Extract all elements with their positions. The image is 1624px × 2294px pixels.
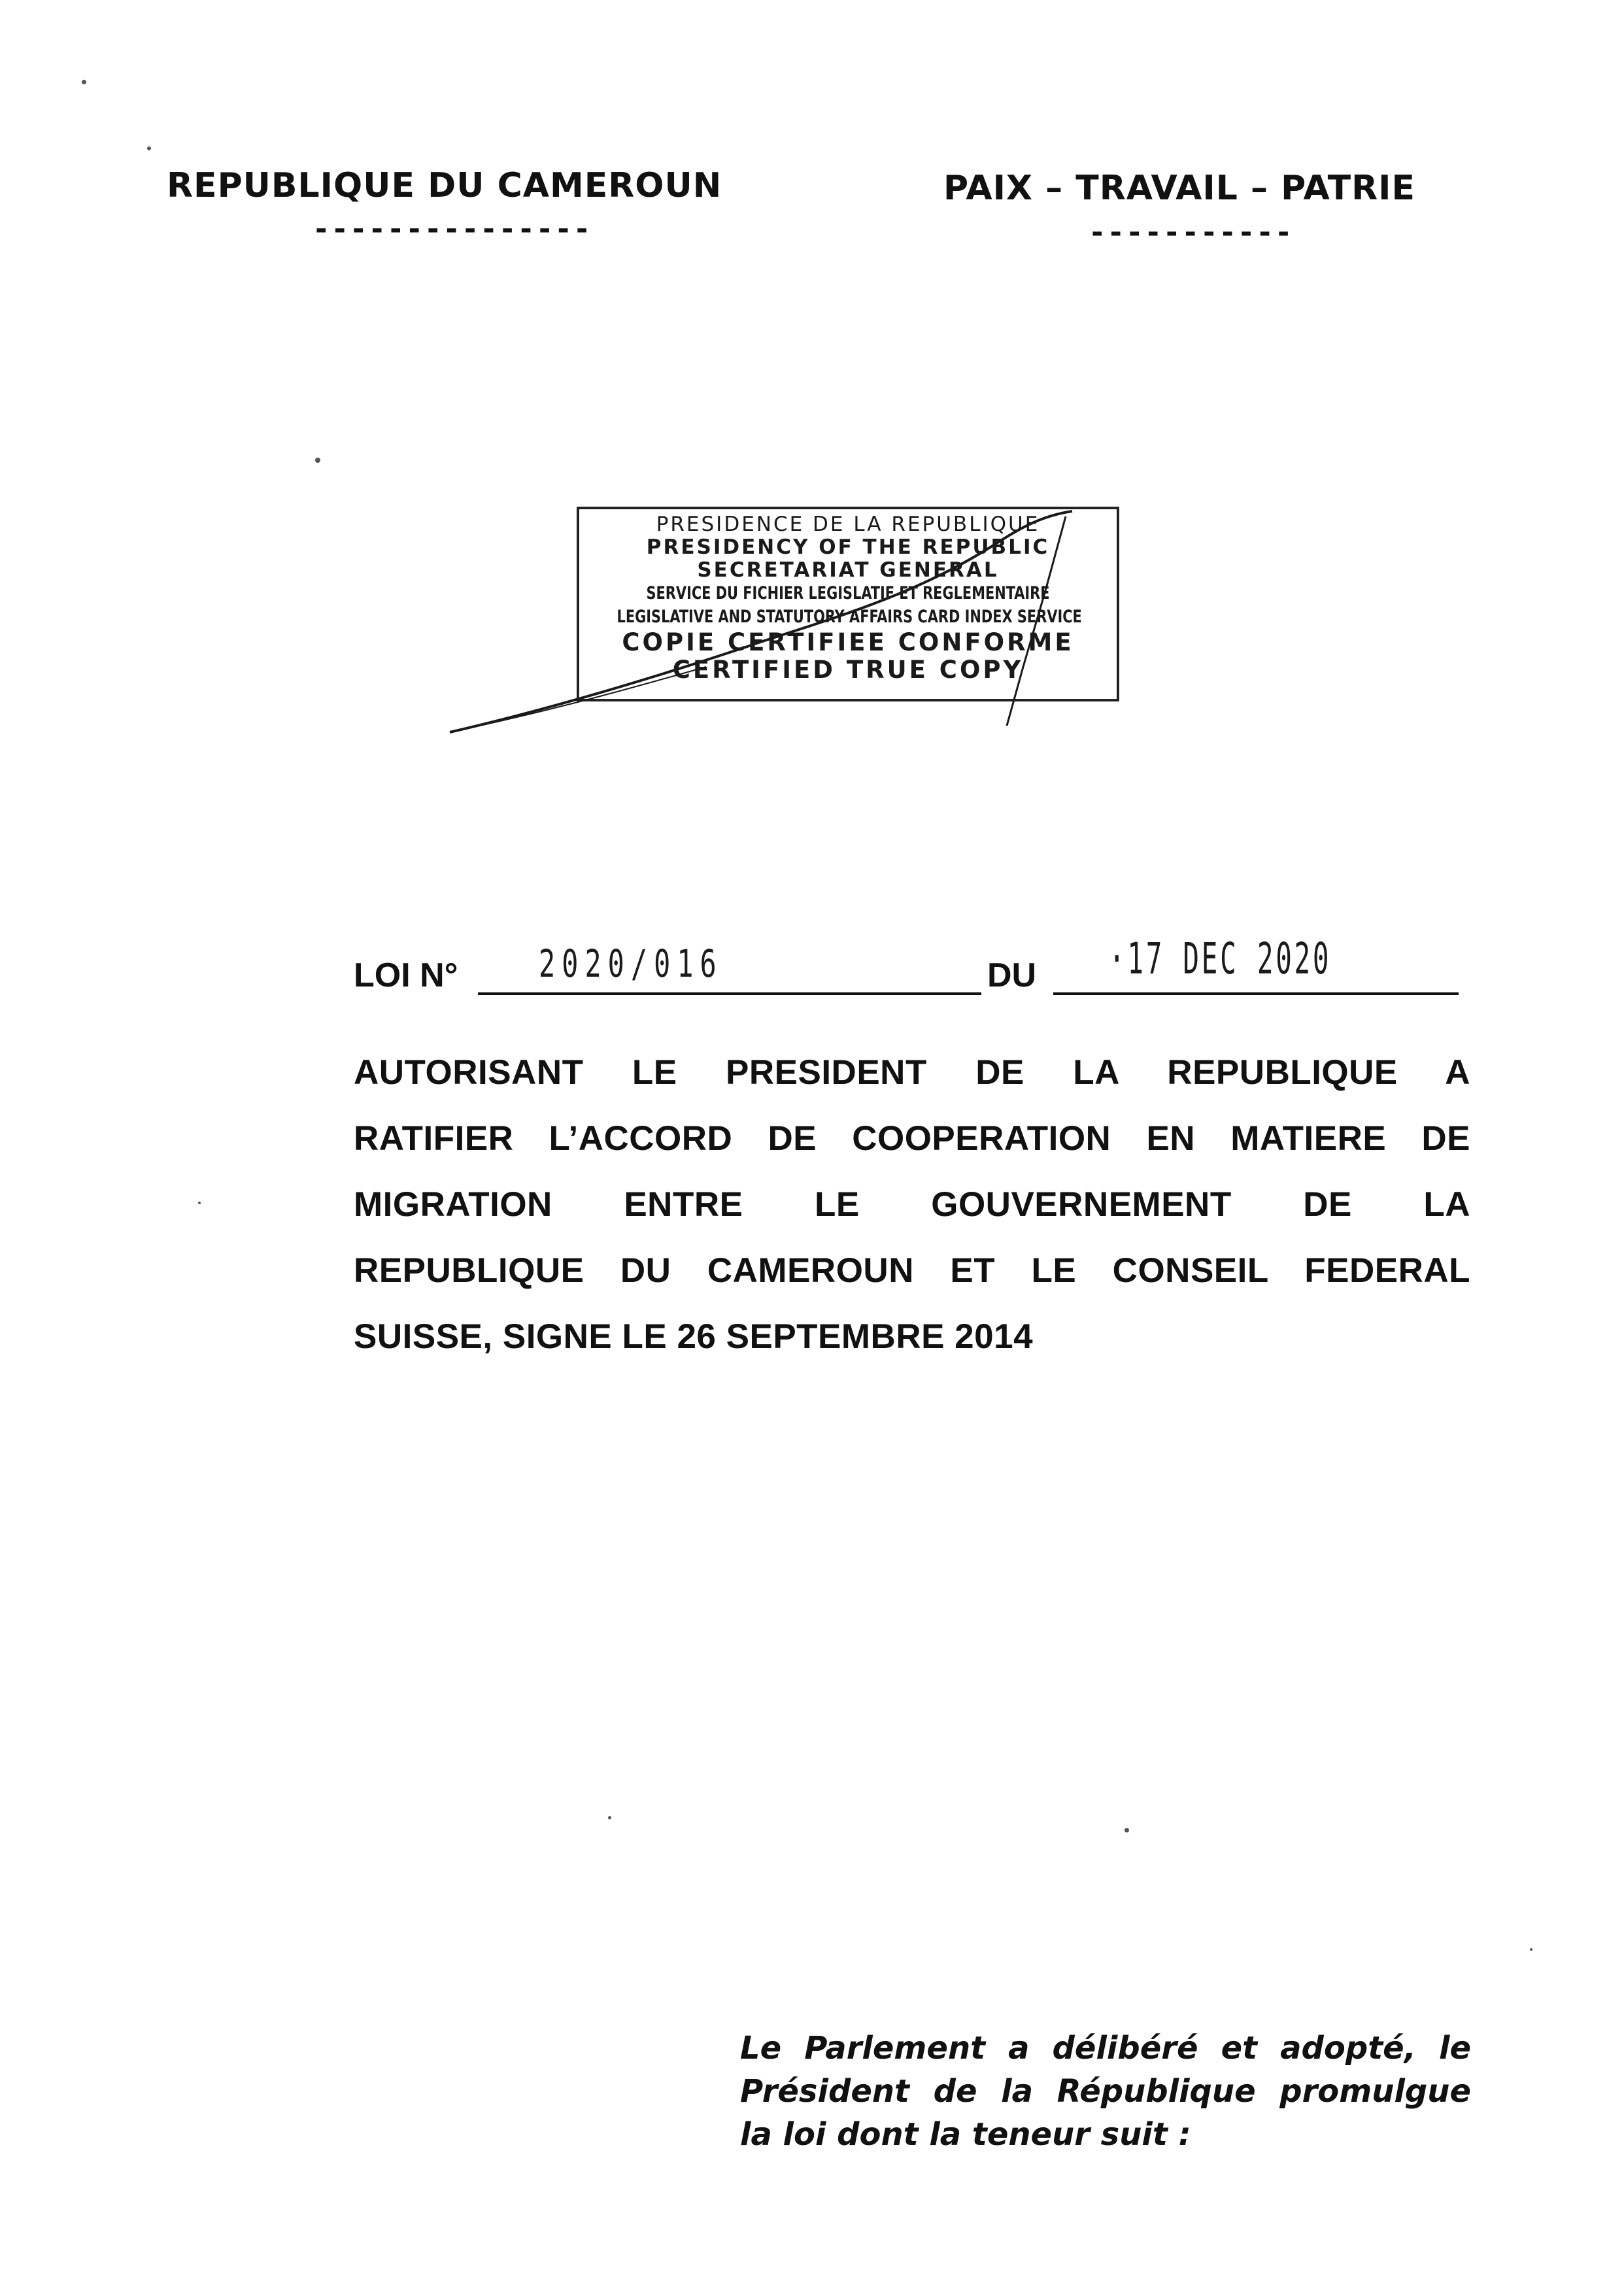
stamp-line-service-en: LEGISLATIVE AND STATUTORY AFFAIRS CARD INDEX SERVICE <box>617 607 1082 627</box>
scan-speck <box>1530 1948 1532 1951</box>
stamp-line-secretariat: SECRETARIAT GENERAL <box>697 558 999 582</box>
preamble-line: Président de la République promulgue <box>740 2073 1471 2110</box>
preamble-line: la loi dont la teneur suit : <box>740 2116 1191 2153</box>
header-country-name: REPUBLIQUE DU CAMEROUN <box>167 166 722 205</box>
scan-speck <box>198 1202 201 1204</box>
law-title-line: AUTORISANT LE PRESIDENT DE LA REPUBLIQUE A <box>354 1053 1470 1092</box>
law-number-label: LOI N° <box>354 956 458 994</box>
scan-speck <box>82 80 86 84</box>
header-right-separator: ----------- <box>1089 216 1294 249</box>
law-date-underline <box>1053 992 1459 995</box>
law-date-label: DU <box>987 956 1037 994</box>
stamp-line-copie-conforme: COPIE CERTIFIEE CONFORME <box>622 628 1074 656</box>
law-date-value: ·17 DEC 2020 <box>1109 934 1332 984</box>
scan-speck <box>608 1816 611 1819</box>
law-title-line: REPUBLIQUE DU CAMEROUN ET LE CONSEIL FEDERAL <box>354 1251 1470 1290</box>
stamp-line-certified-copy: CERTIFIED TRUE COPY <box>672 656 1024 684</box>
header-left-separator: --------------- <box>313 212 592 246</box>
stamp-signature-stroke <box>445 510 1111 745</box>
scan-speck <box>315 458 320 463</box>
law-title <box>354 1039 1470 1370</box>
law-reference-line <box>354 934 1459 1000</box>
stamp-line-service-fr: SERVICE DU FICHIER LEGISLATIF ET REGLEMENTAIRE <box>646 583 1050 603</box>
enactment-preamble <box>740 2027 1471 2156</box>
header-motto: PAIX – TRAVAIL – PATRIE <box>943 169 1416 208</box>
scan-speck <box>1125 1828 1129 1832</box>
law-title-line: SUISSE, SIGNE LE 26 SEPTEMBRE 2014 <box>354 1317 1034 1356</box>
law-number-underline <box>478 992 981 995</box>
stamp-line-presidence: PRESIDENCE DE LA REPUBLIQUE <box>656 513 1040 536</box>
law-number-value: 2020/016 <box>539 941 723 986</box>
scan-speck <box>147 146 151 150</box>
stamp-line-presidency: PRESIDENCY OF THE REPUBLIC <box>646 535 1050 559</box>
law-title-line: MIGRATION ENTRE LE GOUVERNEMENT DE LA <box>354 1185 1470 1224</box>
preamble-line: Le Parlement a délibéré et adopté, le <box>740 2030 1471 2066</box>
law-title-line: RATIFIER L’ACCORD DE COOPERATION EN MATIERE DE <box>354 1119 1470 1158</box>
